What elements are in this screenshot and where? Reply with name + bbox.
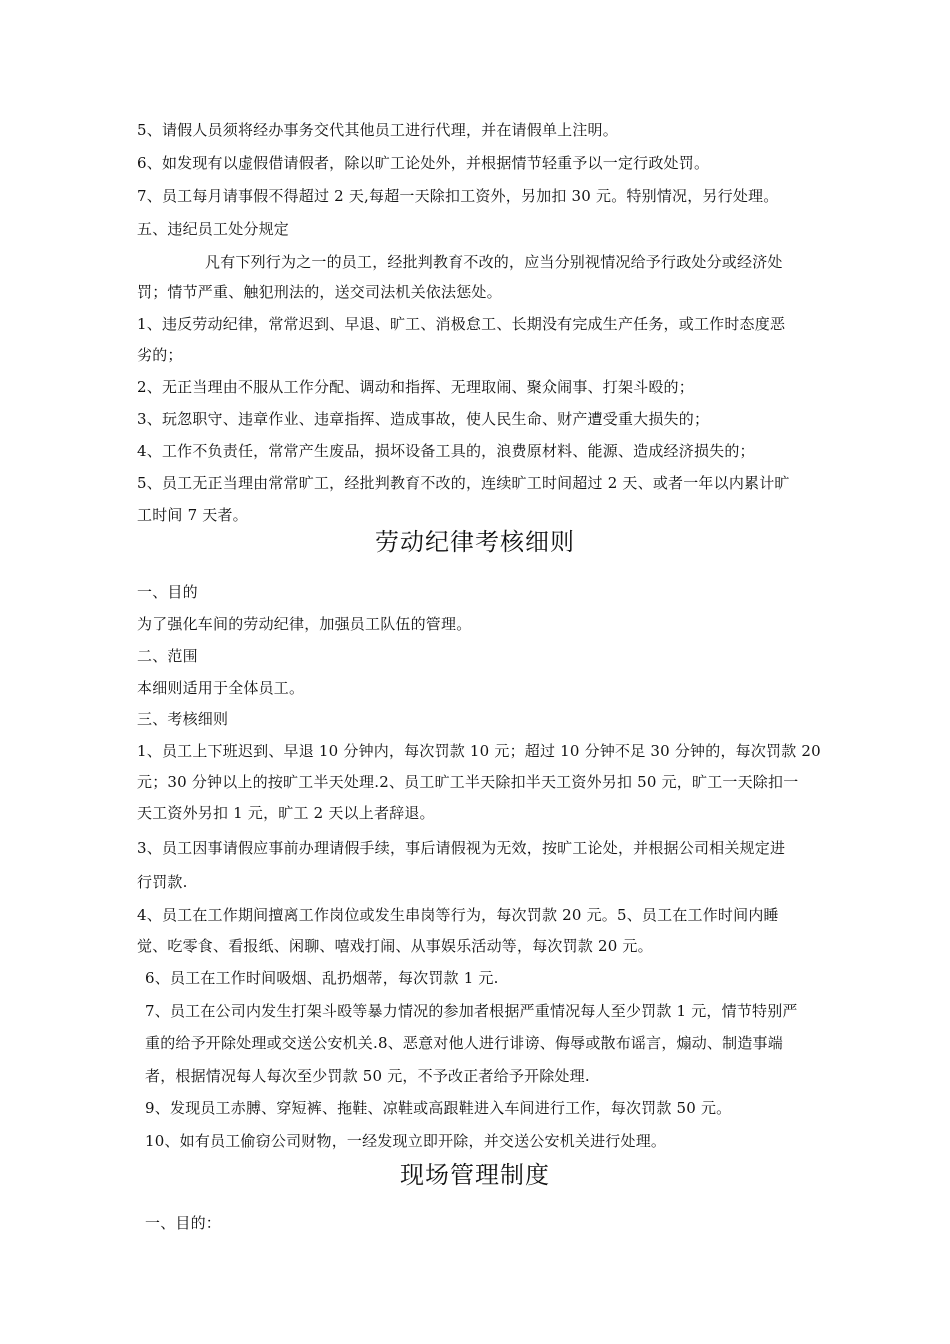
paragraph-line: 行罚款. [137, 873, 188, 891]
section-heading: 二、范围 [137, 647, 198, 665]
paragraph-line: 工时间 7 天者。 [137, 506, 248, 524]
section-title: 现场管理制度 [400, 1161, 550, 1189]
paragraph-line: 2、无正当理由不服从工作分配、调动和指挥、无理取闹、聚众闹事、打架斗殴的； [137, 378, 694, 396]
section-title: 劳动纪律考核细则 [375, 528, 575, 556]
paragraph-line: 7、员工在公司内发生打架斗殴等暴力情况的参加者根据严重情况每人至少罚款 1 元，情节特别严 [145, 1002, 798, 1020]
paragraph-line: 3、玩忽职守、违章作业、违章指挥、造成事故，使人民生命、财产遭受重大损失的； [137, 410, 710, 428]
paragraph-line: 天工资外另扣 1 元，旷工 2 天以上者辞退。 [137, 804, 435, 822]
paragraph-line: 6、如发现有以虚假借请假者，除以旷工论处外，并根据情节轻重予以一定行政处罚。 [137, 154, 710, 172]
paragraph-line: 4、员工在工作期间擅离工作岗位或发生串岗等行为，每次罚款 20 元。5、员工在工作时间内睡 [137, 906, 779, 924]
section-heading: 五、违纪员工处分规定 [137, 220, 290, 238]
paragraph-line: 觉、吃零食、看报纸、闲聊、嘻戏打闹、从事娱乐活动等，每次罚款 20 元。 [137, 937, 653, 955]
paragraph-line: 为了强化车间的劳动纪律，加强员工队伍的管理。 [137, 615, 472, 633]
paragraph-line: 1、员工上下班迟到、早退 10 分钟内，每次罚款 10 元；超过 10 分钟不足 30 分钟的，每次罚款 20 [137, 742, 821, 760]
paragraph-line: 6、员工在工作时间吸烟、乱扔烟蒂，每次罚款 1 元. [145, 969, 499, 987]
section-heading: 一、目的 [137, 583, 198, 601]
paragraph-line: 1、违反劳动纪律，常常迟到、早退、旷工、消极怠工、长期没有完成生产任务，或工作时态度恶 [137, 315, 786, 333]
paragraph-line: 5、请假人员须将经办事务交代其他员工进行代理，并在请假单上注明。 [137, 121, 618, 139]
paragraph-line: 劣的； [137, 346, 183, 364]
paragraph-line: 5、员工无正当理由常常旷工，经批判教育不改的，连续旷工时间超过 2 天、或者一年以内累计旷 [137, 474, 790, 492]
paragraph-line: 元；30 分钟以上的按旷工半天处理.2、员工旷工半天除扣半天工资外另扣 50 元，旷工一天除扣一 [137, 773, 799, 791]
paragraph-line: 者，根据情况每人每次至少罚款 50 元，不予改正者给予开除处理. [145, 1067, 590, 1085]
paragraph-line: 罚；情节严重、触犯刑法的，送交司法机关依法惩处。 [137, 283, 502, 301]
paragraph-line: 4、工作不负责任，常常产生废品，损坏设备工具的，浪费原材料、能源、造成经济损失的； [137, 442, 755, 460]
paragraph-line: 重的给予开除处理或交送公安机关.8、恶意对他人进行诽谤、侮辱或散布谣言，煽动、制造事端 [145, 1034, 783, 1052]
paragraph-line: 3、员工因事请假应事前办理请假手续，事后请假视为无效，按旷工论处，并根据公司相关规定进 [137, 839, 786, 857]
paragraph-line: 10、如有员工偷窃公司财物，一经发现立即开除，并交送公安机关进行处理。 [145, 1132, 667, 1150]
section-heading: 三、考核细则 [137, 710, 229, 728]
paragraph-line: 本细则适用于全体员工。 [137, 679, 305, 697]
paragraph-line: 7、员工每月请事假不得超过 2 天,每超一天除扣工资外，另加扣 30 元。特别情况，另行处理。 [137, 187, 779, 205]
paragraph-line: 凡有下列行为之一的员工，经批判教育不改的，应当分别视情况给予行政处分或经济处 [205, 253, 783, 271]
paragraph-line: 9、发现员工赤膊、穿短裤、拖鞋、凉鞋或高跟鞋进入车间进行工作，每次罚款 50 元。 [145, 1099, 732, 1117]
section-heading: 一、目的： [145, 1214, 222, 1232]
